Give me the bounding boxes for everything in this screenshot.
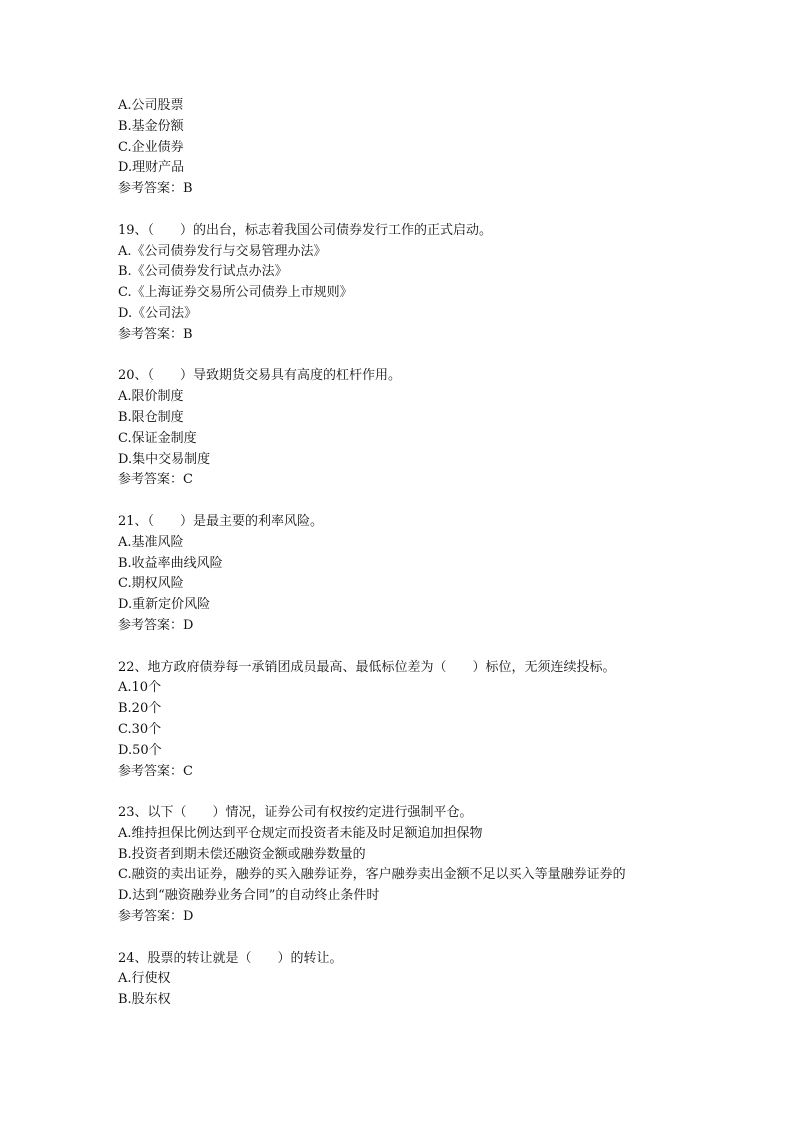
option-text: B.投资者到期未偿还融资金额或融券数量的 <box>118 846 366 862</box>
option-text: C.期权风险 <box>118 576 184 592</box>
option-text: B.基金份额 <box>118 118 184 134</box>
option-text: C.融资的卖出证券，融券的买入融券证券，客户融券卖出金额不足以买入等量融券证券的 <box>118 867 626 883</box>
option-text: A.公司股票 <box>118 98 184 113</box>
question-text: 23、以下（ ）情况，证券公司有权按约定进行强制平仓。 <box>118 805 473 821</box>
option-text: A.10个 <box>118 680 162 696</box>
option-text: A.《公司债券发行与交易管理办法》 <box>118 243 327 259</box>
question-list <box>118 96 778 1011</box>
spacer <box>118 346 778 367</box>
question-text: 24、股票的转让就是（ ）的转让。 <box>118 950 343 966</box>
option-text: B.股东权 <box>118 992 171 1008</box>
option-text: D.50个 <box>118 742 162 758</box>
option-text: B.20个 <box>118 701 162 717</box>
option-text: D.理财产品 <box>118 160 185 176</box>
option-text: D.重新定价风险 <box>118 597 211 613</box>
option-text: C.《上海证券交易所公司债券上市规则》 <box>118 285 353 301</box>
spacer <box>118 200 778 221</box>
option-text: B.限仓制度 <box>118 409 184 425</box>
option-text: A.基准风险 <box>118 534 184 550</box>
answer-text: 参考答案：C <box>118 763 193 779</box>
question-text: 21、（ ）是最主要的利率风险。 <box>118 513 324 529</box>
answer-text: 参考答案：C <box>118 472 193 488</box>
option-text: D.《公司法》 <box>118 305 198 321</box>
option-text: D.达到“融资融券业务合同”的自动终止条件时 <box>118 888 380 904</box>
option-text: A.限价制度 <box>118 389 184 405</box>
question-text: 22、地方政府债券每一承销团成员最高、最低标位差为（ ）标位，无须连续投标。 <box>118 659 616 675</box>
option-text: A.行使权 <box>118 971 171 987</box>
option-text: D.集中交易制度 <box>118 451 211 467</box>
option-text: B.收益率曲线风险 <box>118 555 223 571</box>
spacer <box>118 782 778 803</box>
spacer <box>118 637 778 658</box>
question-text: 19、（ ）的出台，标志着我国公司债券发行工作的正式启动。 <box>118 222 493 238</box>
option-text: C.30个 <box>118 721 162 737</box>
answer-text: 参考答案：D <box>118 617 194 633</box>
spacer <box>118 928 778 949</box>
question-text: 20、（ ）导致期货交易具有高度的杠杆作用。 <box>118 368 402 384</box>
answer-text: 参考答案：B <box>118 326 193 342</box>
answer-text: 参考答案：D <box>118 909 194 925</box>
option-text: C.企业债券 <box>118 139 184 155</box>
answer-text: 参考答案：B <box>118 181 193 197</box>
option-text: A.维持担保比例达到平仓规定而投资者未能及时足额追加担保物 <box>118 825 483 841</box>
spacer <box>118 491 778 512</box>
option-text: B.《公司债券发行试点办法》 <box>118 264 288 280</box>
option-text: C.保证金制度 <box>118 430 197 446</box>
